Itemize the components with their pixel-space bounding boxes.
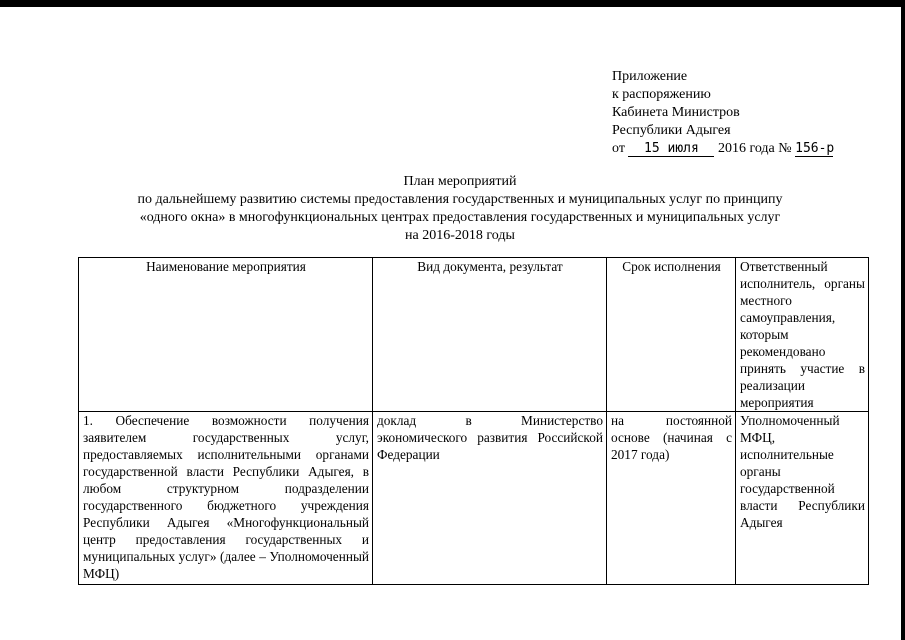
appendix-line-1: Приложение <box>612 69 688 84</box>
document-title <box>60 173 860 245</box>
title-line-2: по дальнейшему развитию системы предоставления государственных и муниципальных услуг по принципу <box>137 192 783 207</box>
title-line-4: на 2016-2018 годы <box>405 228 515 243</box>
table-row <box>79 412 869 585</box>
date-day-month: 15 июля <box>628 142 714 157</box>
row-cell-name: 1. Обеспечение возможности получения заявителем государственных услуг, предоставляемых исполнительными органами государственной власти Республики Адыгея, в любом структурном подразделении государственного бюджетного учреждения Республики Адыгея «Многофункциональный центр предоставления государственных и муниципальных услуг» (далее – Уполномоченный МФЦ) <box>79 412 373 585</box>
order-number: 156-р <box>795 141 835 156</box>
header-cell-document: Вид документа, результат <box>373 258 607 412</box>
appendix-line-4: Республики Адыгея <box>612 123 731 138</box>
title-line-3: «одного окна» в многофункциональных центрах предоставления государственных и муниципальных услуг <box>139 210 781 225</box>
scan-top-edge <box>0 0 905 7</box>
appendix-block <box>612 68 833 158</box>
date-year: 2016 года № <box>717 141 792 156</box>
header-cell-deadline: Срок исполнения <box>607 258 736 412</box>
scan-right-edge <box>901 0 905 640</box>
appendix-line-3: Кабинета Министров <box>612 105 740 120</box>
date-prefix: от <box>612 141 625 156</box>
plan-table <box>78 257 869 585</box>
row-cell-responsible: Уполномоченный МФЦ, исполнительные органы государственной власти Республики Адыгея <box>736 412 869 585</box>
appendix-date-line <box>612 140 833 158</box>
title-line-1: План мероприятий <box>403 174 517 189</box>
appendix-line-2: к распоряжению <box>612 87 711 102</box>
row-cell-deadline: на постоянной основе (начиная с 2017 года) <box>607 412 736 585</box>
row-cell-document: доклад в Министерство экономического развития Российской Федерации <box>373 412 607 585</box>
header-cell-responsible: Ответственный исполнитель, органы местного самоуправления, которым рекомендовано принять участие в реализации мероприятия <box>736 258 869 412</box>
header-cell-name: Наименование мероприятия <box>79 258 373 412</box>
table-header-row <box>79 258 869 412</box>
